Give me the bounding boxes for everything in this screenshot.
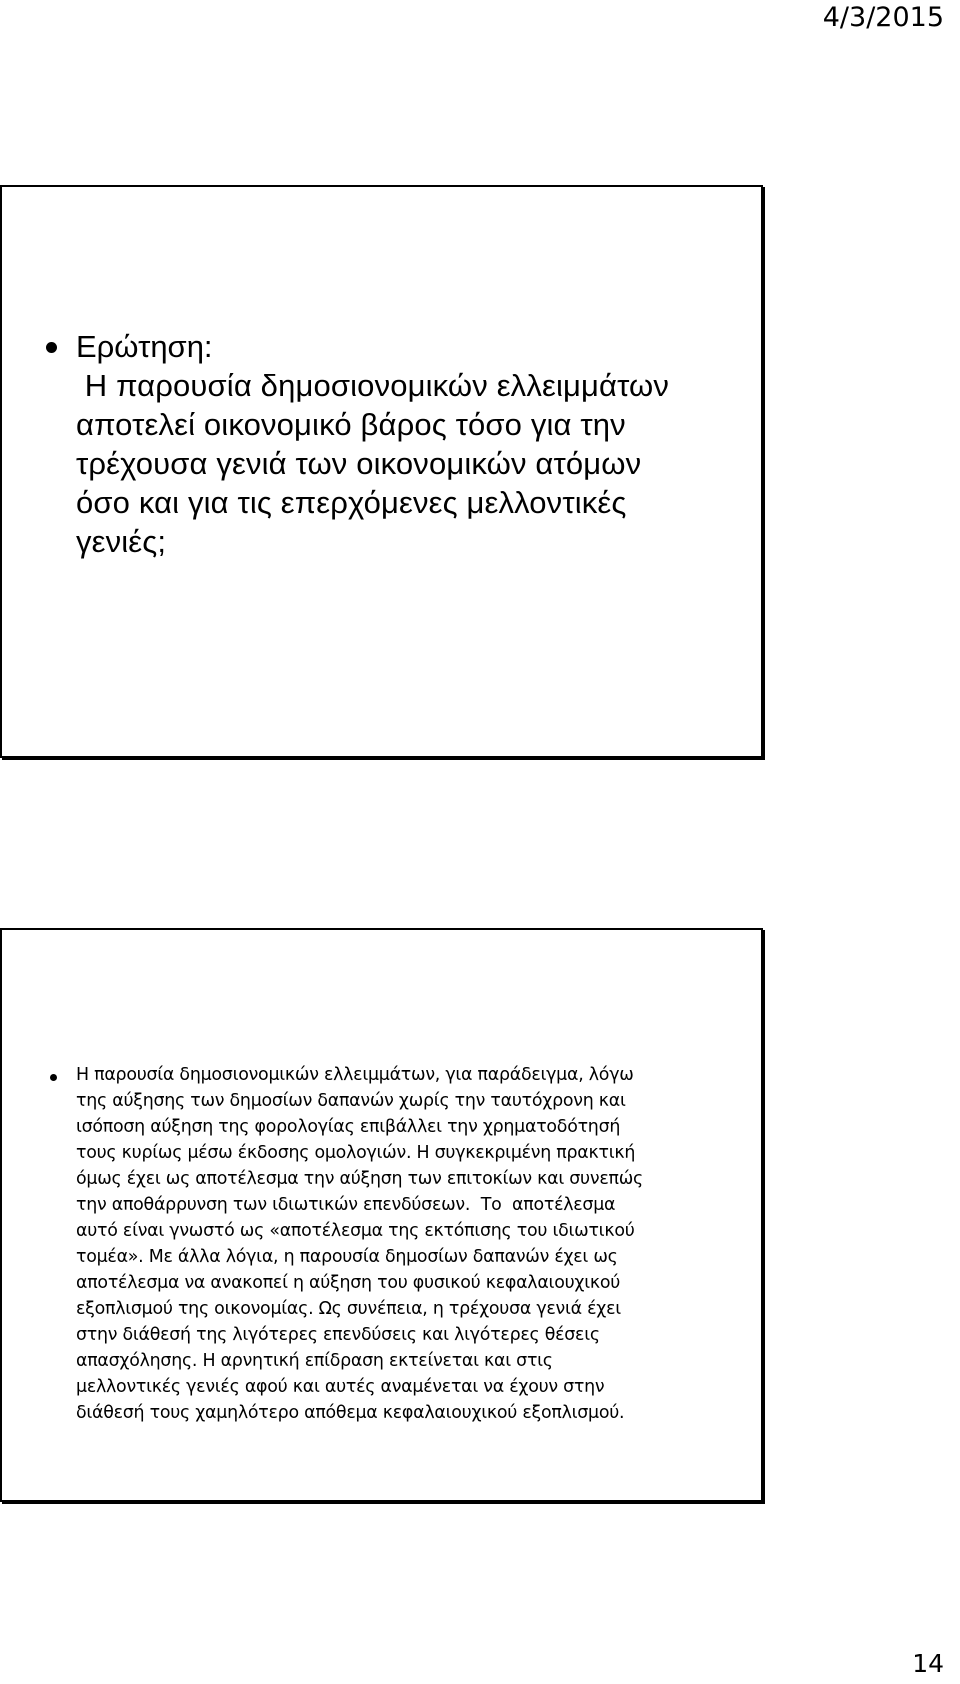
answer-line: τομέα». Με άλλα λόγια, η παρουσία δημοσίων δαπανών έχει ως [76, 1247, 618, 1267]
answer-paragraph [76, 1062, 756, 1426]
answer-line: Η παρουσία δημοσιονομικών ελλειμμάτων, για παράδειγμα, λόγω [76, 1065, 634, 1085]
question-line: γενιές; [76, 524, 167, 559]
question-line: όσο και για τις επερχόμενες μελλοντικές [76, 485, 627, 520]
answer-line: τους κυρίως μέσω έκδοσης ομολογιών. Η συγκεκριμένη πρακτική [76, 1143, 636, 1163]
question-line: τρέχουσα γενιά των οικονομικών ατόμων [76, 446, 642, 481]
bullet-dot-icon [46, 342, 57, 353]
answer-line: ισόποση αύξηση της φορολογίας επιβάλλει την χρηματοδότησή [76, 1117, 621, 1137]
answer-bullet [76, 1062, 756, 1426]
answer-line: την αποθάρρυνση των ιδιωτικών επενδύσεων. Το αποτέλεσμα [76, 1195, 616, 1215]
answer-slide [0, 928, 763, 1502]
answer-line: της αύξησης των δημοσίων δαπανών χωρίς την ταυτόχρονη και [76, 1091, 626, 1111]
answer-line: όμως έχει ως αποτέλεσμα την αύξηση των επιτοκίων και συνεπώς [76, 1169, 643, 1189]
answer-line: διάθεσή τους χαμηλότερο απόθεμα κεφαλαιουχικού εξοπλισμού. [76, 1403, 625, 1423]
question-slide [0, 185, 763, 758]
question-text [76, 366, 746, 561]
question-line: Η παρουσία δημοσιονομικών ελλειμμάτων [76, 368, 670, 403]
answer-line: μελλοντικές γενιές αφού και αυτές αναμένεται να έχουν στην [76, 1377, 605, 1397]
answer-line: απασχόλησης. Η αρνητική επίδραση εκτείνεται και στις [76, 1351, 553, 1371]
question-line: αποτελεί οικονομικό βάρος τόσο για την [76, 407, 626, 442]
bullet-dot-icon [50, 1074, 57, 1081]
answer-line: στην διάθεσή της λιγότερες επενδύσεις και λιγότερες θέσεις [76, 1325, 600, 1345]
answer-line: αποτέλεσμα να ανακοπεί η αύξηση του φυσικού κεφαλαιουχικού [76, 1273, 621, 1293]
page-number: 14 [912, 1649, 944, 1678]
question-bullet [76, 327, 746, 561]
header-date: 4/3/2015 [822, 2, 944, 33]
answer-line: εξοπλισμού της οικονομίας. Ως συνέπεια, η τρέχουσα γενιά έχει [76, 1299, 621, 1319]
question-label: Ερώτηση: [76, 329, 213, 364]
answer-line: αυτό είναι γνωστό ως «αποτέλεσμα της εκτόπισης του ιδιωτικού [76, 1221, 635, 1241]
